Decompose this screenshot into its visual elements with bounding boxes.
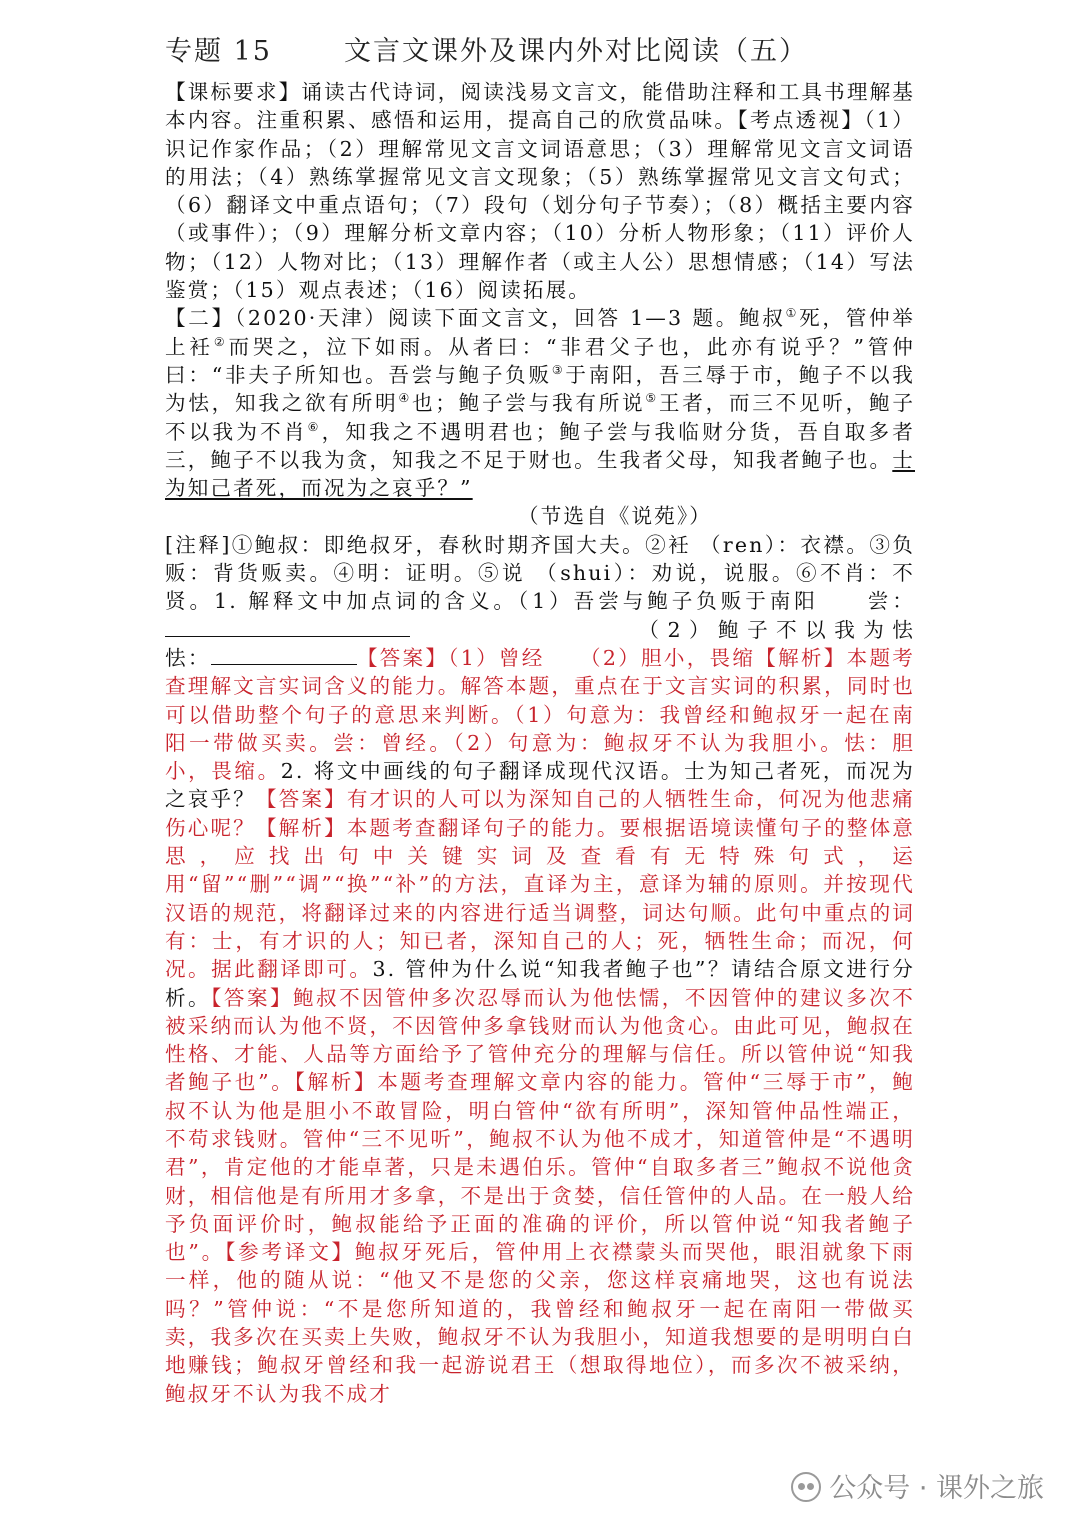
note-marker: ③ [551,363,566,378]
passage-text: 也；鲍子尝与我有所说 [411,391,646,416]
passage-text: 王者，而三不见听，鲍子不以我为不肖 [165,391,916,444]
question-1-prompt-2: （2）鲍子不以我为怯 怯： [165,617,1006,670]
passage-text: 死，管仲举上衽 [165,306,915,359]
reference-translation: 【参考译文】鲍叔牙死后，管仲用上衣襟蒙头而哭他，眼泪就象下雨一样，他的随从说：“他又不是您的父亲，您这样哀痛地哭，这也有说法吗？”管仲说：“不是您所知道的，我曾经和鲍叔牙一起在南阳一带做买卖，我多次在买卖上失败，鲍叔牙不认为我胆小，知道我想要的是明明白白地赚钱；鲍叔牙曾经和我一起游说君王（想取得地位），而多次不被采纳，鲍叔牙不认为我不成才 [165,1240,915,1406]
annotations: [注释]①鲍叔：即绝叔牙，春秋时期齐国大夫。②衽 （ren）：衣襟。③负贩：背货贩卖。④明：证明。⑤说 （shui）：劝说，说服。⑥不肖：不贤。 [165,532,915,614]
note-marker: ④ [398,391,412,406]
question-3-prompt: 3. 管仲为什么说“知我者鲍子也”？请结合原文进行分析。 [165,957,915,1010]
question-2-analysis: 【解析】本题考查翻译句子的能力。要根据语境读懂句子的整体意思，应找出句中关键实词及查看有无特殊句式，运用“留”“删”“调”“换”“补”的方法，直译为主，意译为辅的原则。并按现代汉语的规范，将翻译过来的内容进行适当调整，词达句顺。此句中重点的词有：士，有才识的人；知已者，深知自己的人；死，牺牲生命；而况，何况。据此翻译即可。 [165,815,915,982]
question-1-analysis: 【解析】本题考查理解文言实词含义的能力。解答本题，重点在于文言实词的积累，同时也可以借助整个句子的意思来判断。（1）句意为：我曾经和鲍叔牙一起在南阳一带做买卖。尝：曾经。（2）句意为：鲍叔牙不认为我胆小。怯：胆小，畏缩。 [165,645,915,784]
passage-text: ，知我之不遇明君也；鲍子尝与我临财分货，吾自取多者三，鲍子不以我为贪，知我之不足于财也。生我者父母，知我者鲍子也。 [165,419,915,472]
question-3-analysis: 【解析】本题考查理解文章内容的能力。管仲“三辱于市”，鲍叔不认为他是胆小不敢冒险，明白管仲“欲有所明”，深知管仲品性端正，不苟求钱财。管仲“三不见听”，鲍叔不认为他不成才，知道管仲是“不遇明君”，肯定他的才能卓著，只是未遇伯乐。管仲“自取多者三”鲍叔不说他贪财，相信他是有所用才多拿，不是出于贪婪，信任管仲的人品。在一般人给予负面评价时，鲍叔能给予正面的准确的评价，所以管仲说“知我者鲍子也”。 [165,1070,915,1265]
note-marker: ⑤ [645,391,659,406]
standard-text: 诵读古代诗词，阅读浅易文言文，能借助注释和工具书理解基本内容。注重积累、感悟和运用，提高自己的欣赏品味。 [165,80,915,133]
topic-number: 专题 15 [165,36,272,67]
passage-text: 于南阳，吾三辱于市，鲍子不以我为怯，知我之欲有所明 [165,362,915,416]
answer-blank-1 [165,618,410,637]
passage-source: （节选自《说苑》） [518,504,712,529]
note-marker: ⑥ [307,419,322,434]
question-1-prompt: 1. 解释文中加点词的含义。（1）吾尝与鲍子负贩于南阳 尝： [214,589,915,614]
article-body [165,78,1006,1408]
watermark-text: 公众号 · 课外之旅 [829,1473,1044,1504]
question-3-answer: 【答案】鲍叔不因管仲多次忍辱而认为他怯懦，不因管仲的建议多次不被采纳而认为他不贤，不因管仲多拿钱财而认为他贪心。由此可见，鲍叔在性格、才能、人品等方面给予了管仲充分的理解与信任。所以管仲说“知我者鲍子也”。 [165,985,916,1095]
watermark [791,1466,1044,1505]
points-label: 【考点透视】 [737,108,865,133]
document-page [165,30,1006,1408]
passage-intro: 【二】（2020·天津）阅读下面文言文，回答 1—3 题。鲍叔 [165,306,786,331]
standard-label: 【课标要求】 [165,80,302,104]
question-2-answer: 【答案】有才识的人可以为深知自己的人牺牲生命，何况为他悲痛伤心呢？ [165,787,915,840]
page-title [165,30,915,78]
passage-text: 而哭之，泣下如雨。从者曰：“非君父子也，此亦有说乎？”管仲曰：“非夫子所知也。吾尝与鲍子负贩 [165,334,915,387]
note-marker: ① [785,306,800,321]
topic-title: 文言文课外及课内外对比阅读（五） [343,36,808,67]
underlined-sentence: 士为知己者死，而况为之哀乎？” [165,447,915,501]
question-1-answer: 【答案】（1）曾经 （2）胆小，畏缩 [356,645,756,670]
wechat-icon [791,1472,821,1502]
question-2-prompt: 2. 将文中画线的句子翻译成现代汉语。士为知己者死，而况为之哀乎？ [165,759,916,812]
points-text: （1）识记作家作品；（2）理解常见文言文词语意思；（3）理解常见文言文词语的用法；（4）熟练掌握常见文言文现象；（5）熟练掌握常见文言文句式；（6）翻译文中重点语句；（7）段句（划分句子节奏）；（8）概括主要内容（或事件）；（9）理解分析文章内容；（10）分析人物形象；（11）评价人物；（12）人物对比；（13）理解作者（或主人公）思想情感；（14）写法鉴赏；（15）观点表述；（16）阅读拓展。 [165,108,915,303]
answer-blank-2 [211,646,357,665]
note-marker: ② [213,334,229,349]
